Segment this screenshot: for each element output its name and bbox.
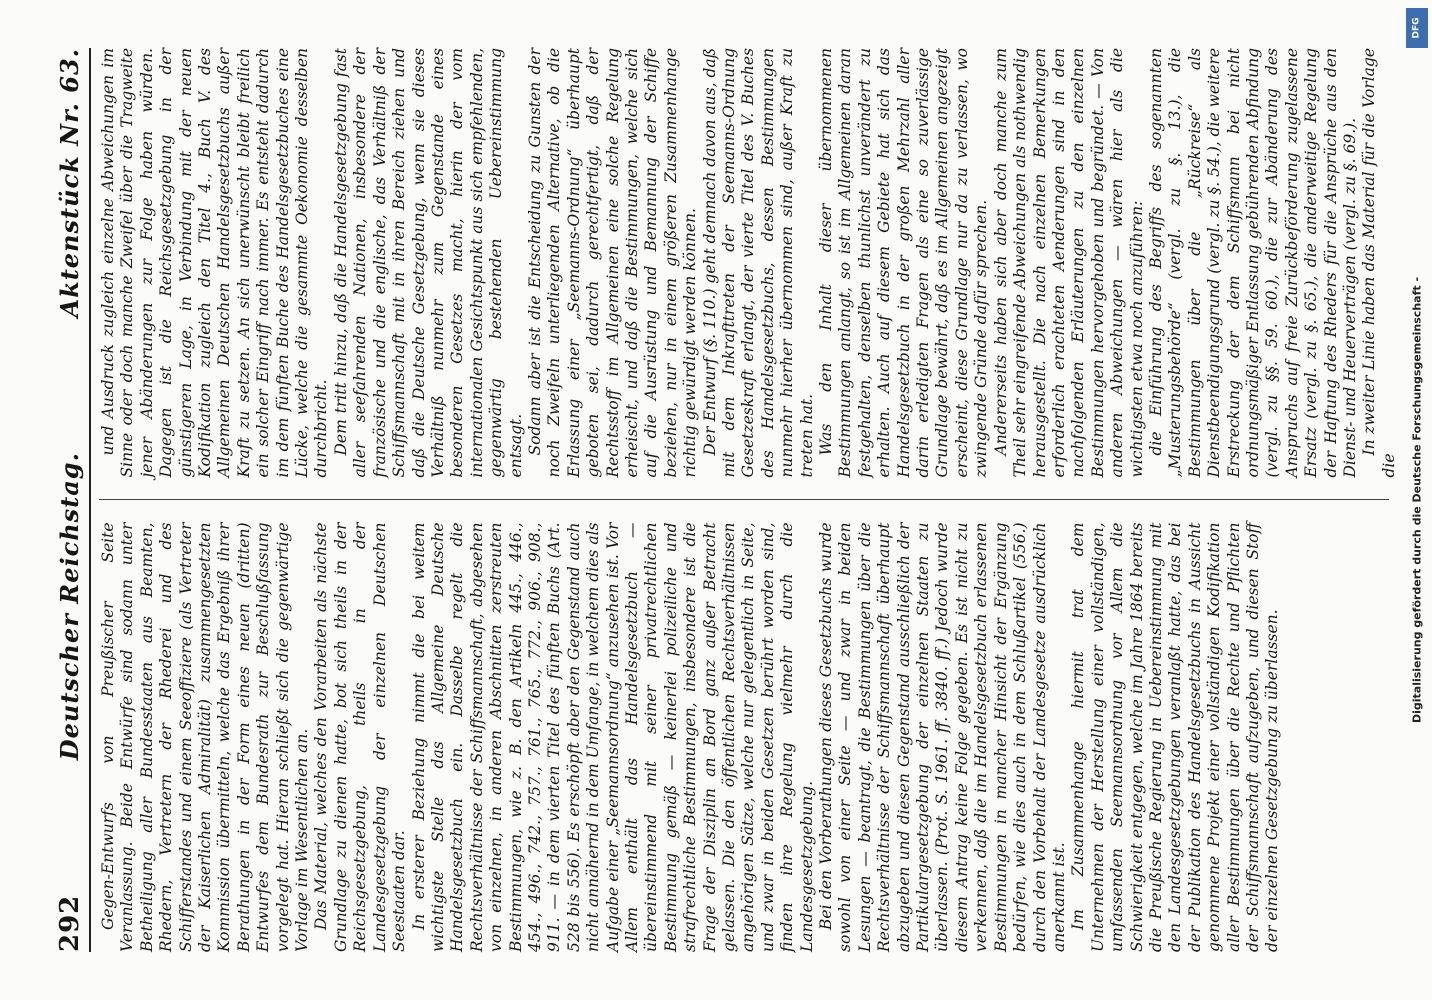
paragraph: und Ausdruck zugleich einzelne Abweichungen im Sinne oder doch manche Zweifel über die Tragweite jener Abänderungen zur Folge haben würden. Dagegen ist die Reichsgesetzgebung in der günstigeren Lage, in Verbindung mit der neuen Kodifikation zugleich den Titel 4., Buch V. des Allgemeinen Deutschen Handelsgesetzbuchs außer Kraft zu setzen. An sich unerwünscht bleibt freilich ein solcher Eingriff nach immer. Es entsteht dadurch im dem fünften Buche des Handelsgesetzbuches eine Lücke, welche die gesammte Oekonomie desselben durchbricht. [99,48,331,478]
paragraph: Das Material, welches den Vorarbeiten als nächste Grundlage zu dienen hatte, bot sich theils in der Reichsgesetzgebung, theils in der Landesgesetzgebung der einzelnen Deutschen Seestaaten dar. [312,522,409,952]
page-header [55,48,91,952]
paragraph: Im Zusammenhange hiermit trat dem Unternehmen der Herstellung einer vollständigen, umfassenden Seemannsordnung vor Allem die Schwierigkeit entgegen, welche im Jahre 1864 bereits die Preußische Regierung in Uebereinstimmung mit den Landesgesetzgebungen veranlaßt hatte, das bei der Publikation des Handelsgesetzbuchs in Aussicht genommene Projekt einer vollständigen Kodifikation aller Bestimmungen über die Rechte und Pflichten der Schiffsmannschaft aufzugeben, und diesen Stoff der einzelnen Gesetzgebung zu überlassen. [1069,522,1282,952]
paragraph: Gegen-Entwurfs von Preußischer Seite Veranlassung. Beide Entwürfe sind sodann unter Betheiligung aller Bundesstaaten aus Beamten, Rhedern, Vertretern der Rhederei und des Schifferstandes und einem Seeoffiziere (als Vertreter der Kaiserlichen Admiralität) zusammengesetzten Kommission übermitteln, welche das Ergebniß ihrer Berathungen in der Form eines neuen (dritten) Entwurfes dem Bundesrath zur Beschlußfassung vorgelegt hat. Hieran schließt sich die gegenwärtige Vorlage im Wesentlichen an. [99,522,312,952]
paragraph: Was den Inhalt dieser übernommenen Bestimmungen anlangt, so ist im Allgemeinen daran festgehalten, denselben thunlichst unverändert zu erhalten. Auch auf diesem Gebiete hat sich das Handelsgesetzbuch in der großen Mehrzahl aller darin erledigten Fragen als eine so zuverlässige Grundlage bewährt, daß es im Allgemeinen angezeigt erscheint, diese Grundlage nur da zu verlassen, wo zwingende Gründe dafür sprechen. [817,48,991,478]
paragraph: die Einführung des Begriffs des sogenannten „Musterungsbehörde“ (vergl. zu §. 13.), die Bestimmungen über die „Rückreise“ als Dienstbeendigungsgrund (vergl. zu §. 54.), die weitere Erstreckung der dem Schiffsmann bei nicht ordnungsmäßiger Entlassung gebührenden Abfindung (vergl. zu §§. 59. 60.), die zur Abänderung des Anspruchs auf freie Zurückbeförderung zugelassene Ersatz (vergl. zu §. 65.), die anderweitige Regelung der Haftung des Rheders für die Ansprüche aus den Dienst- und Heuerverträgen (vergl. zu §. 69.). [1146,48,1359,478]
paragraph: Sodann aber ist die Entscheidung zu Gunsten der noch Zweifeln unterliegenden Alternative, ob die Erlassung einer „Seemanns-Ordnung“ überhaupt geboten sei, dadurch gerechtfertigt, daß der Rechtsstoff im Allgemeinen eine solche Regelung erheischt, und daß die Bestimmungen, welche sich auf die Ausrüstung und Bemannung der Schiffe beziehen, nur in einem größeren Zusammenhange richtig gewürdigt werden können. [525,48,700,478]
credit-text: Digitalisierung gefördert durch die Deutsche Forschungsgemeinschaft - [1410,276,1424,724]
digitization-credit [1408,20,1426,980]
paragraph: Bei den Vorberathungen dieses Gesetzbuchs wurde sowohl von einer Seite — und zwar in beiden Lesungen — beantragt, die Bestimmungen über die Rechtsverhältnisse der Schiffsmannschaft überhaupt abzugeben und diesen Gegenstand ausschließlich der Partikulargesetzgebung der einzelnen Staaten zu überlassen. (Prot. S. 1961. ff. 3840. ff.) Jedoch wurde diesem Antrag keine Folge gegeben. Es ist nicht zu verkennen, daß die im Handelsgesetzbuch erlassenen Bestimmungen in mancher Hinsicht der Ergänzung bedürfen, wie dies auch in dem Schlußartikel (556.) durch den Vorbehalt der Landesgesetze ausdrücklich anerkannt ist. [817,522,1068,952]
paragraph: In ersterer Beziehung nimmt die bei weitem wichtigste Stelle das Allgemeine Deutsche Handelsgesetzbuch ein. Dasselbe regelt die Rechtsverhältnisse der Schiffsmannschaft, abgesehen von einzelnen, in anderen Abschnitten zerstreuten Bestimmungen, wie z. B. den Artikeln 445., 446., 454., 496., 742., 757., 761., 765., 772., 906., 908., 911. — in dem vierten Titel des fünften Buchs (Art. 528 bis 556). Es erschöpft aber den Gegenstand auch nicht annähernd in dem Umfange, in welchem dies als Aufgabe einer „Seemannsordnung“ anzusehen ist. Vor Allem enthält das Handelsgesetzbuch — übereinstimmend mit seiner privatrechtlichen Bestimmung gemäß — keinerlei polizeiliche und strafrechtliche Bestimmungen, insbesondere ist die Frage der Disziplin an Bord ganz außer Betracht gelassen. Die den öffentlichen Rechtsverhältnissen angehörigen Sätze, welche nur gelegentlich in Seite, und zwar in beiden Gesetzen berührt worden sind, finden ihre Regelung vielmehr durch die Landesgesetzgebung. [409,522,816,952]
paragraph: Dem tritt hinzu, daß die Handelsgesetzgebung fast aller seefahrenden Nationen, insbesondere der französische und die englische, das Verhältniß der Schiffsmannschaft mit in ihren Bereich ziehen und daß die Deutsche Gesetzgebung, wenn sie dieses Verhältniß nunmehr zum Gegenstande eines besonderen Gesetzes macht, hierin der vom internationalen Gesichtspunkt aus sich empfehlenden, gegenwärtig bestehenden Uebereinstimmung entsagt. [331,48,525,478]
paragraph: In zweiter Linie haben das Material für die Vorlage die [1360,48,1398,478]
left-column [99,523,1389,953]
paragraph: Der Entwurf (§. 110.) geht demnach davon aus, daß mit dem Inkrafttreten der Seemanns-Ordnung Gesetzeskraft erlangt, der vierte Titel des V. Buches des Handelsgesetzbuchs, dessen Bestimmungen nunmehr hierher übernommen sind, außer Kraft zu treten hat. [700,48,816,478]
document-page [31,20,1401,980]
paragraph: Andererseits haben sich aber doch manche zum Theil sehr eingreifende Abweichungen als nothwendig herausgestellt. Die nach einzelnen Bemerkungen erforderlich erachteten Aenderungen sind in den nachfolgenden Erläuterungen zu den einzelnen Bestimmungen hervorgehoben und begründet. — Von anderen Abweichungen — wären hier als die wichtigsten etwa noch anzuführen: [991,48,1146,478]
page-number: 292 [55,894,85,952]
dfg-logo-text: DFG [1411,17,1422,39]
right-column [99,48,1398,478]
header-title: Deutscher Reichstag. [55,452,84,761]
header-reference: Aktenstück Nr. 63. [55,48,84,318]
text-columns [99,48,1398,952]
column-divider [99,500,1389,501]
